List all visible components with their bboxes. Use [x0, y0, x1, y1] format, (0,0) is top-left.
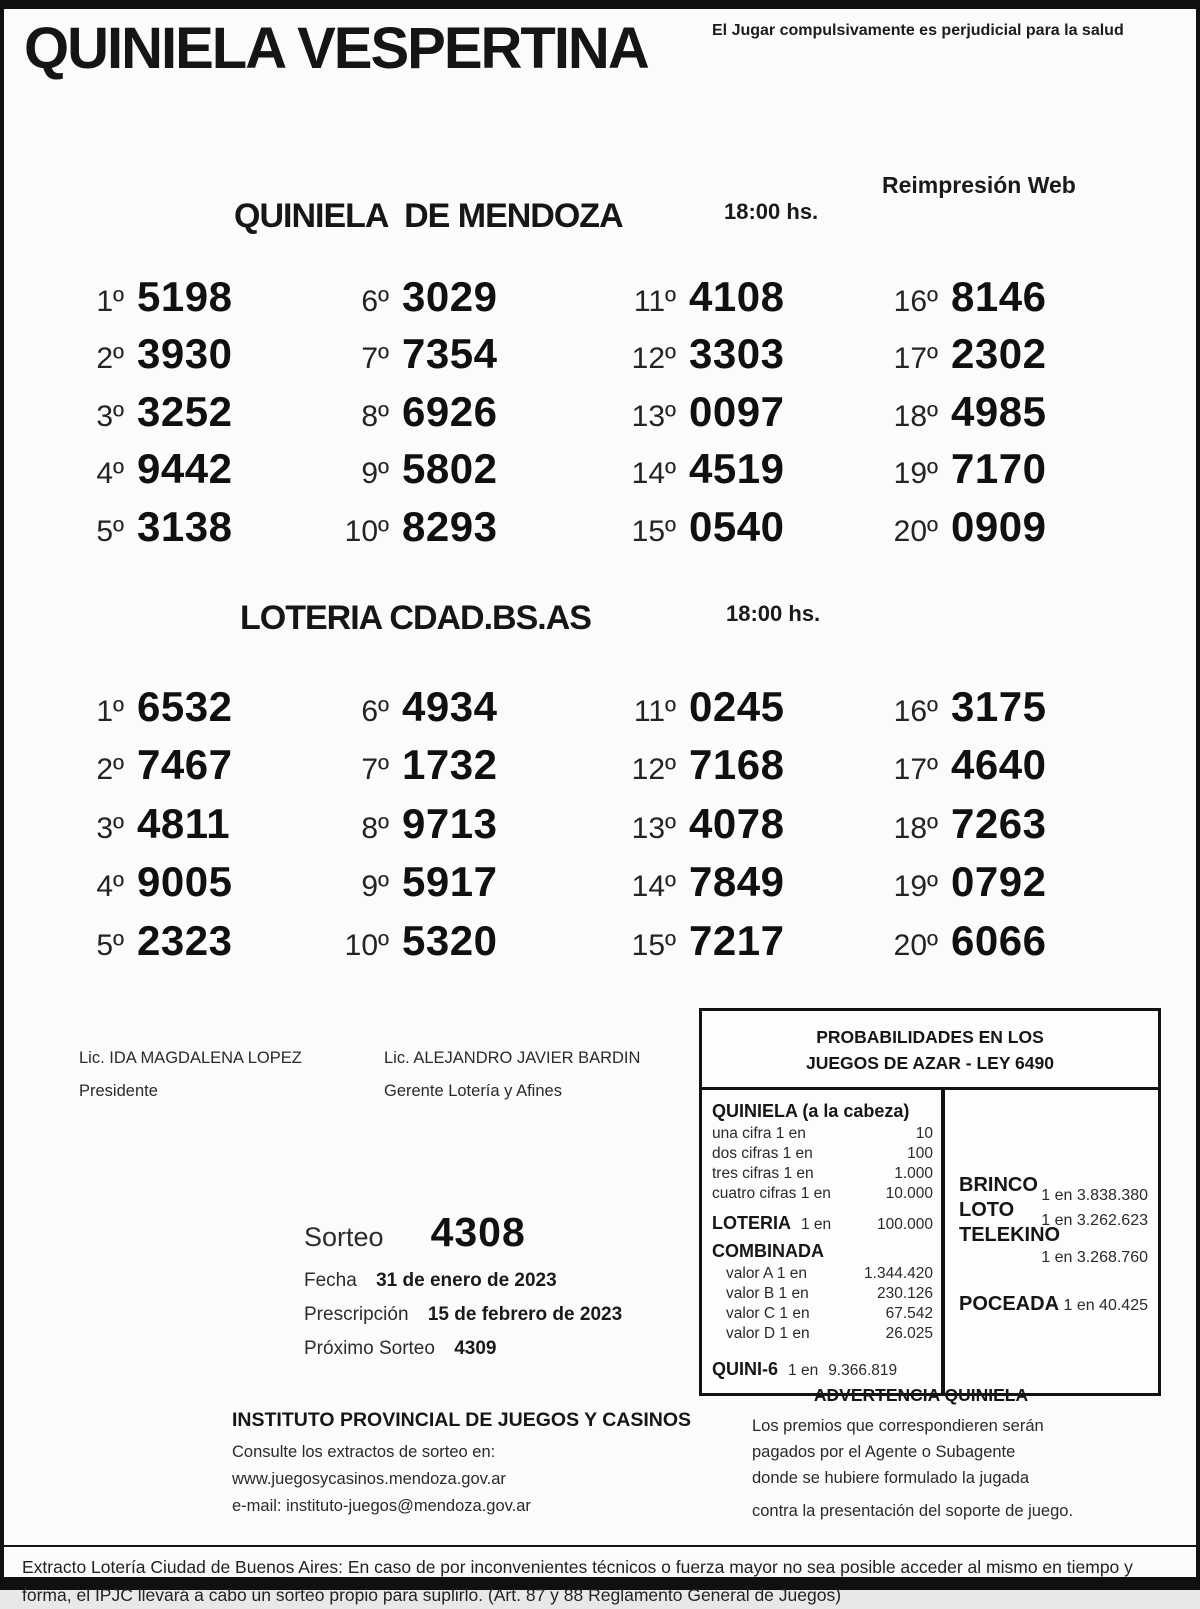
probabilities-right-column	[945, 1090, 1158, 1394]
result-position: 7º	[361, 753, 389, 787]
result-number: 3029	[402, 273, 498, 320]
loteria-odds-value: 100.000	[876, 1215, 933, 1233]
odds-row	[712, 1144, 941, 1164]
result-position: 6º	[361, 695, 389, 728]
odds-label: valor B 1 en	[726, 1284, 809, 1302]
result-cell	[880, 445, 1146, 502]
result-cell	[618, 273, 880, 330]
odds-row	[712, 1304, 941, 1324]
odds-label: tres cifras 1 en	[712, 1164, 814, 1182]
result-cell	[66, 445, 331, 502]
quiniela-odds-rows	[712, 1124, 941, 1204]
quiniela-odds-header: QUINIELA (a la cabeza)	[712, 1100, 910, 1121]
prescription-label: Prescripción	[304, 1304, 409, 1325]
result-cell	[880, 388, 1146, 445]
result-cell	[331, 330, 618, 387]
brinco-value: 1 en 3.838.380	[1041, 1186, 1148, 1204]
result-position: 17º	[893, 342, 938, 376]
result-number: 9713	[402, 799, 498, 847]
result-cell	[880, 273, 1146, 330]
result-number: 5917	[402, 858, 498, 906]
odds-row	[712, 1324, 941, 1344]
footer-disclaimer	[22, 1553, 1172, 1609]
result-number: 6532	[137, 683, 233, 730]
odds-row	[712, 1284, 941, 1304]
result-position: 17º	[893, 753, 938, 787]
result-cell	[66, 858, 331, 916]
result-cell	[618, 917, 880, 975]
result-cell	[618, 800, 880, 858]
result-number: 3930	[137, 330, 233, 378]
poceada-value: 1 en 40.425	[1063, 1296, 1148, 1314]
health-warning: El Jugar compulsivamente es perjudicial para la salud	[712, 22, 1124, 39]
web-reprint-label: Reimpresión Web	[882, 172, 1076, 198]
result-number: 5802	[402, 445, 498, 493]
probabilities-title-line2: JUEGOS DE AZAR - LEY 6490	[806, 1053, 1054, 1074]
loto-value: 1 en 3.262.623	[1041, 1211, 1148, 1229]
odds-value: 1.000	[894, 1164, 933, 1182]
odds-label: dos cifras 1 en	[712, 1144, 813, 1162]
advertencia-line: Los premios que correspondieren serán	[752, 1417, 1044, 1435]
odds-value: 10.000	[885, 1184, 933, 1202]
page-title: QUINIELA VESPERTINA	[24, 16, 648, 81]
result-number: 4640	[951, 741, 1047, 789]
result-number: 7217	[689, 916, 785, 964]
result-cell	[880, 330, 1146, 387]
probabilities-box	[699, 1008, 1161, 1396]
footer-divider	[4, 1545, 1196, 1547]
result-position: 3º	[96, 399, 124, 433]
combinada-odds-header: COMBINADA	[712, 1240, 824, 1261]
loto-label: LOTO	[959, 1198, 1015, 1221]
probabilities-body	[702, 1090, 1158, 1394]
result-position: 12º	[631, 342, 676, 376]
result-position: 11º	[633, 695, 676, 728]
result-position: 18º	[893, 811, 938, 845]
combinada-odds-rows	[712, 1264, 941, 1344]
result-number: 7263	[951, 799, 1047, 847]
result-cell	[66, 683, 331, 741]
result-cell	[66, 741, 331, 799]
result-position: 10º	[344, 514, 389, 548]
result-number: 0909	[951, 502, 1047, 550]
signature-role: Presidente	[79, 1082, 158, 1100]
odds-value: 1.344.420	[864, 1264, 933, 1282]
result-cell	[880, 741, 1146, 799]
result-cell	[331, 683, 618, 741]
result-number: 4078	[689, 799, 785, 847]
result-number: 3138	[137, 502, 233, 550]
odds-row	[712, 1264, 941, 1284]
result-position: 2º	[96, 342, 124, 376]
result-position: 19º	[893, 870, 938, 904]
result-position: 15º	[631, 514, 676, 548]
result-cell	[880, 683, 1146, 741]
result-position: 9º	[361, 870, 389, 904]
loteria-odds-row	[712, 1213, 941, 1234]
brinco-label: BRINCO	[959, 1173, 1038, 1196]
result-number: 8146	[951, 273, 1047, 320]
telekino-label: TELEKINO	[959, 1223, 1061, 1246]
result-position: 15º	[631, 928, 676, 962]
result-position: 9º	[361, 457, 389, 491]
draw-number-row	[304, 1209, 724, 1256]
result-position: 5º	[96, 928, 124, 962]
institute-block	[232, 1409, 691, 1520]
bsas-results-grid	[66, 683, 1156, 975]
result-position: 20º	[893, 514, 938, 548]
mendoza-draw-time: 18:00 hs.	[724, 199, 819, 224]
quini6-odds-row	[712, 1359, 941, 1380]
institute-line: Consulte los extractos de sorteo en:	[232, 1443, 496, 1461]
probabilities-left-column	[702, 1090, 945, 1394]
result-cell	[880, 858, 1146, 916]
result-position: 2º	[96, 753, 124, 787]
signature-role: Gerente Lotería y Afines	[384, 1082, 562, 1100]
result-cell	[66, 273, 331, 330]
loteria-odds-mid: 1 en	[801, 1215, 832, 1233]
result-cell	[331, 741, 618, 799]
result-position: 1º	[96, 695, 124, 728]
result-position: 5º	[96, 514, 124, 548]
probabilities-title	[702, 1011, 1158, 1090]
result-cell	[618, 503, 880, 560]
result-number: 5320	[402, 916, 498, 964]
result-number: 5198	[137, 273, 233, 320]
result-position: 13º	[631, 399, 676, 433]
result-cell	[618, 683, 880, 741]
result-number: 4519	[689, 445, 785, 493]
advertencia-lines	[752, 1413, 1090, 1524]
institute-contact-lines	[232, 1439, 691, 1520]
result-position: 1º	[96, 285, 124, 318]
result-position: 10º	[344, 928, 389, 962]
result-cell	[618, 858, 880, 916]
result-cell	[331, 445, 618, 502]
next-draw-row	[304, 1338, 724, 1360]
quini6-odds-value: 9.366.819	[828, 1361, 898, 1379]
result-cell	[618, 388, 880, 445]
result-number: 7354	[402, 330, 498, 378]
result-position: 8º	[361, 399, 389, 433]
telekino-odds	[959, 1224, 1148, 1267]
draw-date-row	[304, 1270, 724, 1292]
signature-gerente	[384, 1049, 640, 1101]
result-number: 6926	[402, 387, 498, 435]
signature-name: Lic. ALEJANDRO JAVIER BARDIN	[384, 1049, 641, 1067]
draw-date-value: 31 de enero de 2023	[376, 1270, 557, 1291]
telekino-value: 1 en 3.268.760	[1041, 1248, 1148, 1266]
institute-line: e-mail: instituto-juegos@mendoza.gov.ar	[232, 1497, 531, 1515]
advertencia-block	[752, 1385, 1090, 1524]
signature-presidente	[79, 1049, 302, 1101]
next-draw-label: Próximo Sorteo	[304, 1338, 435, 1359]
bsas-section-title: LOTERIA CDAD.BS.AS	[240, 599, 591, 637]
result-cell	[618, 741, 880, 799]
mendoza-section-title: QUINIELA DE MENDOZA	[234, 197, 623, 235]
probabilities-title-line1: PROBABILIDADES EN LOS	[816, 1027, 1044, 1047]
result-number: 1732	[402, 741, 498, 789]
next-draw-value: 4309	[454, 1338, 497, 1359]
result-number: 7170	[951, 445, 1047, 493]
result-cell	[880, 917, 1146, 975]
result-cell	[618, 330, 880, 387]
odds-row	[712, 1184, 941, 1204]
odds-label: cuatro cifras 1 en	[712, 1184, 831, 1202]
odds-value: 100	[907, 1144, 933, 1162]
signature-name: Lic. IDA MAGDALENA LOPEZ	[79, 1049, 302, 1067]
quini6-odds-mid: 1 en	[788, 1361, 819, 1379]
result-number: 8293	[402, 502, 498, 550]
odds-label: valor A 1 en	[726, 1264, 808, 1282]
draw-info-block	[304, 1209, 724, 1360]
result-number: 3303	[689, 330, 785, 378]
advertencia-line: contra la presentación del soporte de juego.	[752, 1502, 1074, 1520]
poceada-label: POCEADA	[959, 1292, 1060, 1315]
result-number: 9005	[137, 858, 233, 906]
result-position: 4º	[96, 870, 124, 904]
quini6-odds-label: QUINI-6	[712, 1358, 779, 1379]
result-number: 9442	[137, 445, 233, 493]
result-cell	[331, 503, 618, 560]
result-cell	[880, 800, 1146, 858]
result-position: 18º	[893, 399, 938, 433]
result-cell	[331, 800, 618, 858]
result-cell	[66, 330, 331, 387]
result-cell	[66, 388, 331, 445]
advertencia-line: pagados por el Agente o Subagente	[752, 1443, 1016, 1461]
result-number: 4934	[402, 683, 498, 730]
result-position: 14º	[631, 457, 676, 491]
odds-value: 10	[915, 1124, 933, 1142]
odds-value: 26.025	[885, 1324, 933, 1342]
result-cell	[66, 503, 331, 560]
advertencia-title: ADVERTENCIA QUINIELA	[813, 1385, 1029, 1405]
result-cell	[618, 445, 880, 502]
result-number: 4108	[689, 273, 785, 320]
loteria-odds-label: LOTERIA	[712, 1212, 791, 1233]
result-position: 6º	[361, 285, 389, 318]
odds-row	[712, 1164, 941, 1184]
result-number: 6066	[951, 916, 1047, 964]
prescription-value: 15 de febrero de 2023	[427, 1304, 623, 1325]
result-position: 13º	[631, 811, 676, 845]
result-number: 7467	[137, 741, 233, 789]
odds-label: valor C 1 en	[726, 1304, 810, 1322]
result-position: 4º	[96, 457, 124, 491]
odds-row	[712, 1124, 941, 1144]
odds-label: valor D 1 en	[726, 1324, 810, 1342]
result-number: 3175	[951, 683, 1047, 730]
result-position: 14º	[631, 870, 676, 904]
odds-label: una cifra 1 en	[712, 1124, 806, 1142]
result-position: 11º	[633, 285, 676, 318]
result-number: 3252	[137, 387, 233, 435]
result-cell	[880, 503, 1146, 560]
mendoza-results-grid	[66, 273, 1156, 560]
result-number: 0792	[951, 858, 1047, 906]
poceada-odds	[959, 1293, 1148, 1316]
result-number: 7168	[689, 741, 785, 789]
draw-number-value: 4308	[430, 1209, 526, 1255]
odds-value: 230.126	[876, 1284, 933, 1302]
result-position: 19º	[893, 457, 938, 491]
result-number: 4811	[137, 799, 231, 847]
footer-line1: Extracto Lotería Ciudad de Buenos Aires: En caso de por inconvenientes técnicos o fuerza mayor no sea posible acceder al mismo en tiempo y	[22, 1557, 1133, 1577]
result-number: 0245	[689, 683, 785, 730]
result-cell	[331, 917, 618, 975]
draw-date-label: Fecha	[304, 1270, 357, 1291]
footer-line2: forma, el IPJC llevará a cabo un sorteo propio para suplirlo. (Art. 87 y 88 Reglamento General de Juegos)	[22, 1585, 842, 1605]
result-position: 16º	[893, 285, 938, 318]
odds-value: 67.542	[885, 1304, 933, 1322]
result-position: 3º	[96, 811, 124, 845]
prescription-row	[304, 1304, 724, 1326]
result-cell	[66, 917, 331, 975]
result-number: 2302	[951, 330, 1047, 378]
bsas-draw-time: 18:00 hs.	[726, 601, 821, 626]
result-number: 0540	[689, 502, 785, 550]
result-cell	[331, 388, 618, 445]
result-position: 20º	[893, 928, 938, 962]
institute-line: www.juegosycasinos.mendoza.gov.ar	[232, 1470, 506, 1488]
result-number: 0097	[689, 387, 785, 435]
draw-number-label: Sorteo	[304, 1222, 384, 1252]
result-cell	[66, 800, 331, 858]
result-cell	[331, 858, 618, 916]
result-number: 7849	[689, 858, 785, 906]
result-number: 2323	[137, 916, 233, 964]
result-number: 4985	[951, 387, 1047, 435]
advertencia-line: donde se hubiere formulado la jugada	[752, 1469, 1030, 1487]
result-position: 12º	[631, 753, 676, 787]
brinco-odds	[959, 1173, 1148, 1204]
result-position: 16º	[893, 695, 938, 728]
result-position: 7º	[361, 342, 389, 376]
result-position: 8º	[361, 811, 389, 845]
result-cell	[331, 273, 618, 330]
institute-name: INSTITUTO PROVINCIAL DE JUEGOS Y CASINOS	[232, 1409, 692, 1431]
